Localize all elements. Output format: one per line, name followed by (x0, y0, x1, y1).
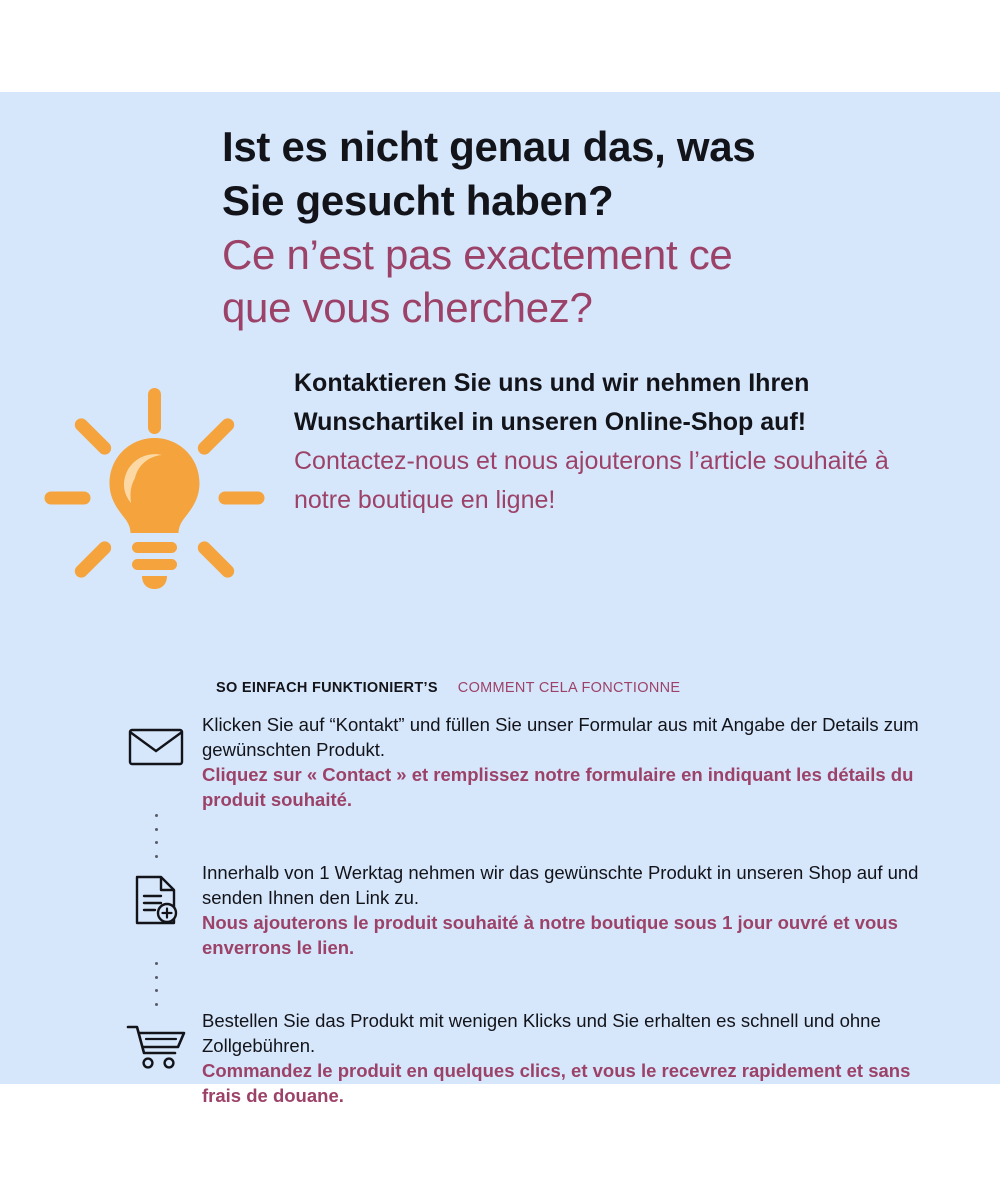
headline-french (222, 228, 942, 336)
step-text-french: Cliquez sur « Contact » et remplissez notre formulaire en indiquant les détails du produit souhaité. (202, 764, 914, 811)
connector-dots (154, 814, 158, 858)
intro-text-german: Kontaktieren Sie uns und wir nehmen Ihren Wunschartikel in unseren Online-Shop auf! (294, 369, 810, 436)
document-add-icon (110, 858, 202, 926)
headline-french-line-1: Ce n’est pas exactement ce (222, 230, 733, 278)
steps-heading-french: COMMENT CELA FONCTIONNE (457, 680, 681, 696)
shopping-cart-icon (110, 1006, 202, 1070)
headline-french-line-2: que vous cherchez? (222, 284, 593, 332)
envelope-icon (110, 710, 202, 766)
step-text-french: Commandez le produit en quelques clics, et vous le recevrez rapidement et sans frais de douane. (202, 1060, 911, 1107)
lightbulb-icon (38, 382, 268, 612)
step-text (202, 710, 1000, 813)
step-text-french: Nous ajouterons le produit souhaité à notre boutique sous 1 jour ouvré et vous enverrons le lien. (202, 912, 898, 959)
step-text (202, 1006, 1000, 1109)
promo-banner (0, 92, 1000, 1107)
headline-german-line-2: Sie gesucht haben? (222, 176, 614, 224)
intro-text-french: Contactez-nous et nous ajouterons l’article souhaité à notre boutique en ligne! (294, 447, 889, 514)
list-item (0, 710, 1000, 814)
step-text-german: Bestellen Sie das Produkt mit wenigen Klicks und Sie erhalten es schnell und ohne Zollgebühren. (202, 1010, 881, 1057)
step-text-german: Klicken Sie auf “Kontakt” und füllen Sie unser Formular aus mit Angabe der Details zum gewünschten Produkt. (202, 714, 919, 761)
intro-section (0, 364, 1000, 644)
headline-german (222, 120, 942, 228)
step-text-german: Innerhalb von 1 Werktag nehmen wir das gewünschte Produkt in unseren Shop auf und senden Ihnen den Link zu. (202, 862, 919, 909)
list-item (0, 1006, 1000, 1110)
steps-heading (216, 680, 680, 696)
connector-dots (154, 962, 158, 1006)
intro-text (294, 364, 934, 520)
headline (222, 120, 942, 335)
steps-list (0, 710, 1000, 1110)
headline-german-line-1: Ist es nicht genau das, was (222, 123, 756, 170)
list-item (0, 858, 1000, 962)
steps-heading-german: SO EINFACH FUNKTIONIERT’S (216, 680, 438, 696)
step-text (202, 858, 1000, 961)
